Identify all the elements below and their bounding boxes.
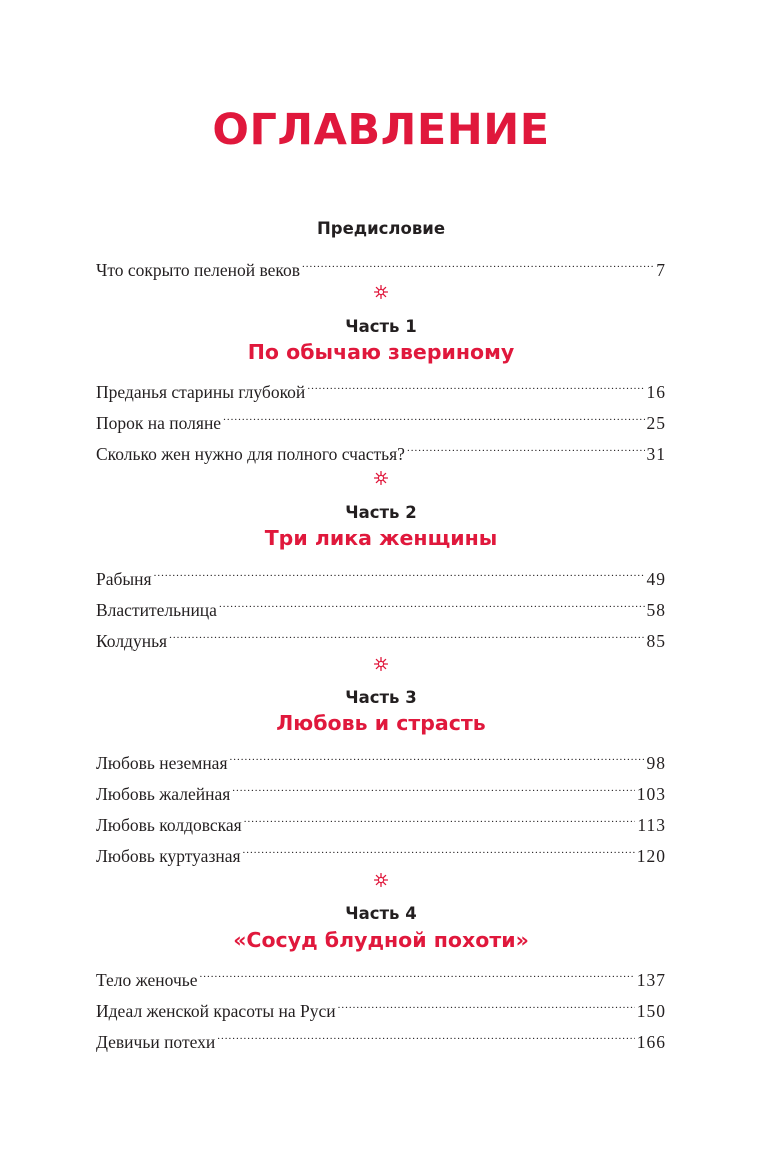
asterisk-ornament-icon [374, 873, 388, 887]
dot-leader [307, 372, 644, 398]
toc-entry[interactable] [96, 590, 666, 620]
section-divider [96, 657, 666, 673]
entry-page-number: 150 [636, 1001, 666, 1021]
entry-page-number: 16 [646, 382, 666, 402]
asterisk-ornament-icon [374, 657, 388, 671]
part-label: Часть 2 [345, 503, 417, 522]
dot-leader [232, 774, 634, 800]
toc-entry[interactable] [96, 372, 666, 402]
page-title: ОГЛАВЛЕНИЕ [212, 105, 550, 155]
entry-page-number: 120 [636, 846, 666, 866]
entry-title: Преданья старины глубокой [96, 382, 306, 402]
entry-title: Девичьи потехи [96, 1032, 216, 1052]
dot-leader [200, 960, 635, 986]
toc-entry[interactable] [96, 991, 666, 1021]
entry-page-number: 98 [646, 753, 666, 773]
part-title: «Сосуд блудной похоти» [233, 928, 529, 952]
toc-entry[interactable] [96, 743, 666, 773]
entry-page-number: 25 [646, 413, 666, 433]
toc-entry[interactable] [96, 250, 666, 280]
entry-title: Любовь куртуазная [96, 846, 241, 866]
toc-entry[interactable] [96, 621, 666, 651]
asterisk-ornament-icon [374, 285, 388, 299]
dot-leader [302, 250, 654, 276]
preface-heading: Предисловие [316, 219, 446, 238]
entry-page-number: 103 [636, 784, 666, 804]
toc-page [96, 0, 666, 1152]
dot-leader [338, 991, 635, 1017]
entry-title: Что сокрыто пеленой веков [96, 260, 301, 280]
entry-title: Порок на поляне [96, 413, 222, 433]
entry-title: Любовь неземная [96, 753, 228, 773]
entry-title: Властительница [96, 600, 217, 620]
part-label: Часть 4 [345, 904, 417, 923]
entry-page-number: 7 [656, 260, 666, 280]
toc-entry[interactable] [96, 836, 666, 866]
toc-entry[interactable] [96, 805, 666, 835]
part-title: Любовь и страсть [276, 711, 486, 735]
entry-page-number: 137 [636, 970, 666, 990]
entry-page-number: 58 [646, 600, 666, 620]
entry-page-number: 49 [646, 569, 666, 589]
part-title: По обычаю звериному [247, 340, 515, 364]
dot-leader [223, 403, 644, 429]
part-label: Часть 1 [345, 317, 417, 336]
dot-leader [230, 743, 645, 769]
entry-page-number: 85 [646, 631, 666, 651]
entry-title: Тело женочье [96, 970, 198, 990]
toc-entry[interactable] [96, 559, 666, 589]
asterisk-ornament-icon [374, 471, 388, 485]
entry-title: Колдунья [96, 631, 168, 651]
dot-leader [243, 836, 635, 862]
dot-leader [169, 621, 644, 647]
entry-title: Любовь жалейная [96, 784, 231, 804]
entry-title: Рабыня [96, 569, 152, 589]
section-divider [96, 873, 666, 889]
toc-entry[interactable] [96, 960, 666, 990]
dot-leader [219, 590, 645, 616]
part-title: Три лика женщины [264, 526, 498, 550]
section-divider [96, 471, 666, 487]
toc-entry[interactable] [96, 434, 666, 464]
entry-title: Идеал женской красоты на Руси [96, 1001, 336, 1021]
toc-entry[interactable] [96, 1022, 666, 1052]
entry-page-number: 31 [646, 444, 666, 464]
dot-leader [244, 805, 636, 831]
dot-leader [217, 1022, 634, 1048]
entry-title: Сколько жен нужно для полного счастья? [96, 444, 405, 464]
section-divider [96, 285, 666, 301]
dot-leader [407, 434, 645, 460]
toc-entry[interactable] [96, 774, 666, 804]
entry-page-number: 113 [637, 815, 666, 835]
part-label: Часть 3 [345, 688, 417, 707]
entry-page-number: 166 [636, 1032, 666, 1052]
entry-title: Любовь колдовская [96, 815, 242, 835]
toc-entry[interactable] [96, 403, 666, 433]
dot-leader [154, 559, 645, 585]
